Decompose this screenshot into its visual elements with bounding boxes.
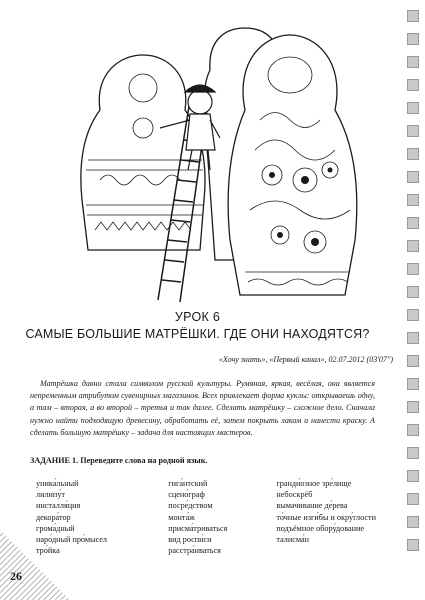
binder-tab (407, 79, 419, 91)
vocabulary-column-3 (276, 478, 376, 556)
binder-tab (407, 148, 419, 160)
vocabulary-word: уника́льный (36, 479, 79, 488)
vocabulary-word: расстра́иваться (168, 546, 221, 556)
vocabulary-word: вид роспи́си (168, 535, 212, 545)
vocabulary-column-2 (168, 478, 276, 556)
vocabulary-word: декора́тор (36, 512, 71, 522)
vocabulary-word: лилипу́т (36, 490, 65, 500)
vocabulary-word: сцено́граф (168, 490, 205, 500)
vocabulary-list (36, 478, 376, 556)
vocabulary-word: гига́нтский (168, 479, 208, 488)
task-instruction: Переведите слова на родной язык. (80, 456, 208, 465)
vocabulary-word: вымачивание де́рева (276, 501, 348, 511)
binder-tab (407, 286, 419, 298)
vocabulary-word: инсталля́ция (36, 501, 81, 511)
binder-tab (407, 240, 419, 252)
lesson-number: УРОК 6 (174, 310, 221, 324)
binder-tab (407, 217, 419, 229)
binder-tab (407, 401, 419, 413)
binder-tab (407, 516, 419, 528)
binder-tab (407, 447, 419, 459)
matryoshka-illustration (40, 10, 360, 310)
video-source-citation: «Хочу знать», «Первый канал», 02.07.2012 (03'07'') (218, 355, 393, 364)
vocabulary-word: наро́дный про́мысел (36, 535, 107, 545)
vocabulary-word: талисма́н (276, 535, 310, 545)
binder-tabs (407, 10, 419, 562)
binder-tab (407, 125, 419, 137)
vocabulary-word: присма́триваться (168, 523, 228, 533)
binder-tab (407, 10, 419, 22)
binder-tab (407, 424, 419, 436)
vocabulary-word: монта́ж (168, 512, 195, 522)
vocabulary-word: тро́йка (36, 546, 60, 556)
binder-tab (407, 33, 419, 45)
binder-tab (407, 194, 419, 206)
matryoshka-left-doll (81, 55, 205, 250)
task-heading (30, 456, 207, 465)
binder-tab (407, 378, 419, 390)
binder-tab (407, 332, 419, 344)
vocabulary-word: подъёмное обору́дование (276, 523, 365, 533)
lesson-title: САМЫЕ БОЛЬШИЕ МАТРЁШКИ. ГДЕ ОНИ НАХОДЯТСЯ? (25, 327, 370, 341)
binder-tab (407, 309, 419, 321)
binder-tab (407, 539, 419, 551)
binder-tab (407, 263, 419, 275)
vocabulary-word: небоскрёб (276, 490, 313, 500)
vocabulary-word: то́чные изги́бы и окру́глости (276, 512, 376, 522)
matryoshka-front-doll (228, 35, 357, 295)
vocabulary-word: грома́дный (36, 523, 75, 533)
page-corner-decoration (0, 530, 70, 600)
vocabulary-word: гранди́озное зре́лище (276, 479, 352, 488)
binder-tab (407, 470, 419, 482)
page-number: 26 (10, 569, 22, 583)
binder-tab (407, 56, 419, 68)
binder-tab (407, 171, 419, 183)
task-label: ЗАДАНИЕ 1. (30, 456, 79, 465)
binder-tab (407, 493, 419, 505)
vocabulary-word: посре́дством (168, 501, 213, 511)
intro-paragraph: Матрёшка давно стала символом русской культуры. Румяная, яркая, весёлая, она является непременным атрибутом сувенирных магазинов. Всех привлекает форма куклы: открываешь одну, а там – вторая, а во второй – третья и так далее. Сделать матрёшку – сложное дело. Сначала нужно найти подходящую древесину, обработать её, затем покрыть лаком и нанести краску. А сделать большую матрёшку – задача для настоящих мастеров. (30, 379, 375, 437)
binder-tab (407, 102, 419, 114)
binder-tab (407, 355, 419, 367)
